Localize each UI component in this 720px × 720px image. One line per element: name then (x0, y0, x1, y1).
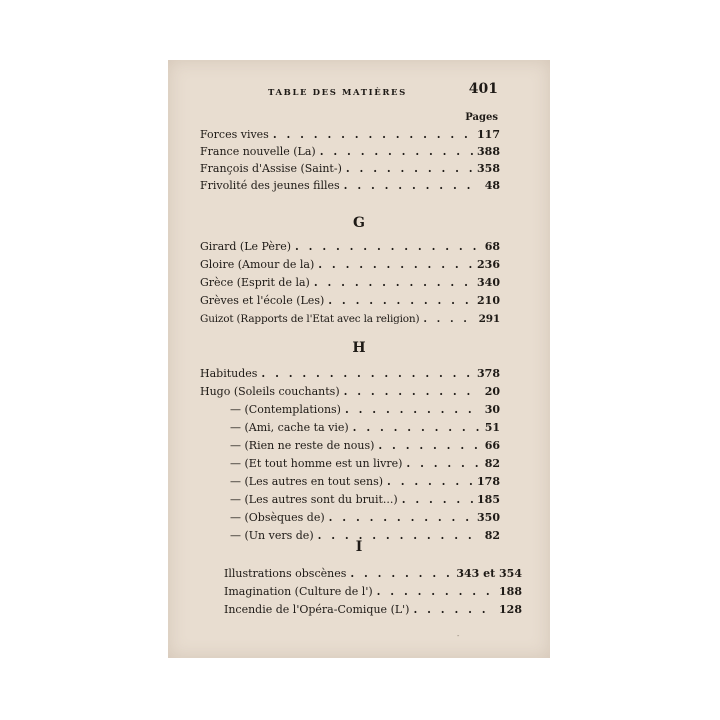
entry-page: 291 (478, 313, 500, 325)
index-subentry (230, 457, 500, 471)
leader-dots (261, 367, 473, 381)
leader-dots (377, 585, 495, 599)
entry-title: — (Rien ne reste de nous) (230, 439, 375, 452)
index-entry (200, 240, 500, 254)
entry-page: 185 (477, 493, 500, 506)
leader-dots (402, 493, 473, 507)
index-entry (200, 128, 500, 142)
entry-page: 350 (477, 511, 500, 524)
entry-page: 82 (484, 457, 500, 470)
index-entry (200, 367, 500, 381)
entry-title: — (Et tout homme est un livre) (230, 457, 403, 470)
index-entry (200, 312, 500, 326)
entry-page: 117 (477, 128, 500, 141)
entry-page: 48 (484, 179, 500, 192)
entry-title: Grèce (Esprit de la) (200, 276, 310, 289)
leader-dots (423, 312, 474, 326)
index-entry (224, 603, 522, 617)
entry-title: François d'Assise (Saint-) (200, 162, 342, 175)
entry-title: Hugo (Soleils couchants) (200, 385, 340, 398)
index-subentry (230, 493, 500, 507)
leader-dots (378, 439, 480, 453)
index-entry (200, 162, 500, 176)
section-letter-g: G (353, 215, 365, 231)
index-subentry (230, 421, 500, 435)
leader-dots (320, 145, 473, 159)
index-entry (200, 258, 500, 272)
leader-dots (344, 385, 481, 399)
index-entry (200, 145, 500, 159)
index-entry (200, 385, 500, 399)
leader-dots (273, 128, 473, 142)
pages-column-heading: Pages (465, 112, 498, 123)
entry-title: — (Contemplations) (230, 403, 341, 416)
entry-page: 30 (484, 403, 500, 416)
leader-dots (387, 475, 473, 489)
running-head: TABLE DES MATIÈRES (268, 88, 407, 98)
section-letter-i: I (355, 539, 363, 555)
index-subentry (230, 475, 500, 489)
index-entry (224, 585, 522, 599)
entry-title: Illustrations obscènes (224, 567, 347, 580)
entry-title: — (Les autres en tout sens) (230, 475, 384, 488)
entry-title: Habitudes (200, 367, 258, 380)
leader-dots (413, 603, 495, 617)
index-entry (200, 294, 500, 308)
entry-title: Girard (Le Père) (200, 240, 291, 253)
leader-dots (318, 258, 473, 272)
index-subentry (230, 511, 500, 525)
index-entry (200, 276, 500, 290)
entry-page: 178 (477, 475, 500, 488)
entry-title: — (Obsèques de) (230, 511, 325, 524)
entry-page: 378 (477, 367, 500, 380)
entry-title: Imagination (Culture de l') (224, 585, 373, 598)
entry-page: 210 (477, 294, 500, 307)
leader-dots (346, 162, 473, 176)
leader-dots (295, 240, 481, 254)
leader-dots (329, 511, 473, 525)
leader-dots (328, 294, 473, 308)
page-number: 401 (468, 81, 498, 97)
entry-page: 128 (499, 603, 522, 616)
entry-title: — (Un vers de) (230, 529, 314, 542)
index-subentry (230, 439, 500, 453)
entry-title: Forces vives (200, 128, 269, 141)
entry-page: 343 et 354 (456, 567, 522, 580)
index-entry (224, 567, 522, 581)
leader-dots (353, 421, 481, 435)
index-entry (200, 179, 500, 193)
leader-dots (406, 457, 480, 471)
index-subentry (230, 403, 500, 417)
entry-page: 66 (484, 439, 500, 452)
entry-page: 388 (477, 145, 500, 158)
entry-title: France nouvelle (La) (200, 145, 316, 158)
entry-title: — (Ami, cache ta vie) (230, 421, 349, 434)
entry-page: 236 (477, 258, 500, 271)
print-mark: - (457, 632, 460, 640)
entry-title: Guizot (Rapports de l'Etat avec la religion) (200, 313, 420, 325)
entry-page: 188 (499, 585, 522, 598)
entry-page: 20 (484, 385, 500, 398)
leader-dots (344, 179, 481, 193)
section-letter-h: H (352, 340, 366, 356)
leader-dots (345, 403, 481, 417)
entry-page: 82 (484, 529, 500, 542)
entry-title: Gloire (Amour de la) (200, 258, 315, 271)
entry-page: 358 (477, 162, 500, 175)
entry-title: Grèves et l'école (Les) (200, 294, 325, 307)
entry-page: 340 (477, 276, 500, 289)
book-page (168, 60, 550, 658)
entry-title: Incendie de l'Opéra-Comique (L') (224, 603, 410, 616)
entry-page: 68 (484, 240, 500, 253)
leader-dots (350, 567, 452, 581)
entry-title: — (Les autres sont du bruit...) (230, 493, 398, 506)
entry-title: Frivolité des jeunes filles (200, 179, 340, 192)
leader-dots (314, 276, 473, 290)
entry-page: 51 (484, 421, 500, 434)
